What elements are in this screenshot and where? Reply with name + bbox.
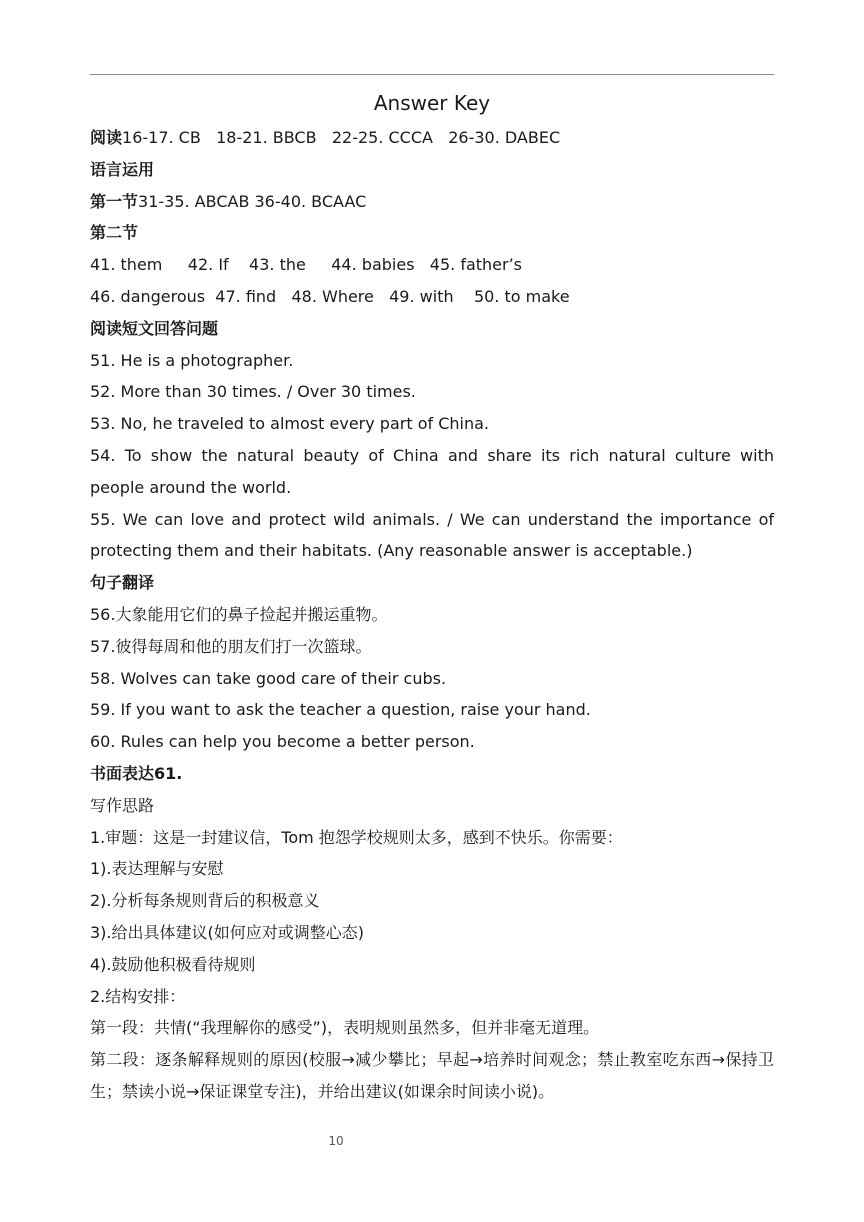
- reading-answers: 16-17. CB 18-21. BBCB 22-25. CCCA 26-30. DABEC: [122, 128, 561, 147]
- part1-answers: 31-35. ABCAB 36-40. BCAAC: [138, 191, 367, 211]
- answer-59: 59. If you want to ask the teacher a question, raise your hand.: [90, 700, 591, 720]
- answer-51: 51. He is a photographer.: [90, 350, 294, 370]
- writing-subhead: 写作思路: [90, 795, 155, 815]
- writing-point-1-2: 2).分析每条规则背后的积极意义: [90, 891, 320, 911]
- writing-point-1-4: 4).鼓励他积极看待规则: [90, 954, 256, 974]
- section-head-translation: 句子翻译: [90, 573, 155, 593]
- answer-57: 57.彼得每周和他的朋友们打一次篮球。: [90, 636, 372, 656]
- answer-58: 58. Wolves can take good care of their cubs.: [90, 668, 447, 688]
- part1-row: [90, 186, 774, 218]
- writing-point-1: 1.审题：这是一封建议信，Tom 抱怨学校规则太多，感到不快乐。你需要：: [90, 827, 623, 847]
- answer-52: 52. More than 30 times. / Over 30 times.: [90, 382, 416, 402]
- writing-point-2: 2.结构安排：: [90, 986, 186, 1006]
- answer-53: 53. No, he traveled to almost every part of China.: [90, 414, 489, 434]
- section-head-language: 语言运用: [90, 159, 155, 179]
- writing-para-2: 第二段：逐条解释规则的原因(校服→减少攀比；早起→培养时间观念；禁止教室吃东西→保持卫生；禁读小说→保证课堂专注)，并给出建议(如课余时间读小说)。: [90, 1050, 774, 1101]
- writing-point-1-1: 1).表达理解与安慰: [90, 859, 224, 879]
- part2-row-2: 46. dangerous 47. find 48. Where 49. with 50. to make: [90, 286, 570, 306]
- writing-para-1: 第一段：共情(“我理解你的感受”)，表明规则虽然多，但并非毫无道理。: [90, 1018, 600, 1038]
- section-head-writing: 书面表达61.: [90, 763, 183, 783]
- section-head-part2: 第二节: [90, 223, 139, 243]
- answer-60: 60. Rules can help you become a better person.: [90, 732, 475, 752]
- section-head-part1: 第一节: [90, 191, 139, 211]
- answer-56: 56.大象能用它们的鼻子捡起并搬运重物。: [90, 604, 388, 624]
- answer-content: [90, 122, 774, 1108]
- page-number: 10: [328, 1134, 344, 1148]
- part2-row-1: 41. them 42. If 43. the 44. babies 45. father’s: [90, 255, 523, 275]
- answer-55: 55. We can love and protect wild animals. / We can understand the importance of protecting them and their habitats. (Any reasonable answer is acceptable.): [90, 509, 774, 561]
- page-title: Answer Key: [373, 91, 491, 115]
- top-rule: [90, 74, 774, 75]
- reading-row: [90, 122, 774, 154]
- section-head-reading: 阅读: [90, 128, 123, 147]
- writing-point-1-3: 3).给出具体建议(如何应对或调整心态): [90, 922, 364, 942]
- section-head-short-answer: 阅读短文回答问题: [90, 318, 219, 338]
- answer-54: 54. To show the natural beauty of China and share its rich natural culture with people around the world.: [90, 445, 774, 497]
